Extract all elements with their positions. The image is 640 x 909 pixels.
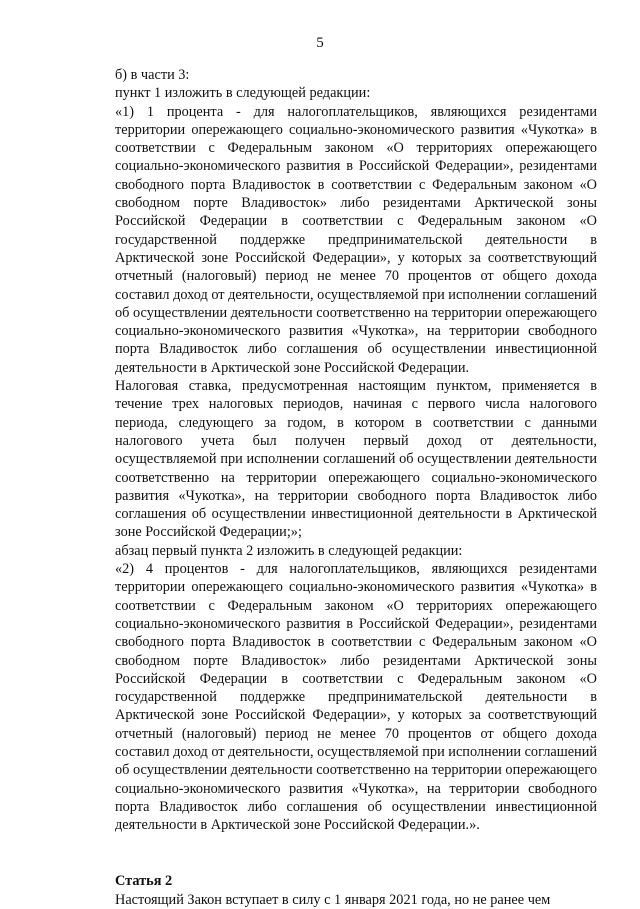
paragraph: абзац первый пункта 2 изложить в следующей редакции:: [115, 542, 463, 559]
document-body: [115, 66, 597, 909]
page-number: 5: [316, 35, 324, 51]
paragraph: «1) 1 процента - для налогоплательщиков, являющихся резидентами территории опережающего социально-экономического развития «Чукотка» в соответствии с Федеральным законом «О территориях опережающего социально-экономического развития в Российской Федерации», резидентами свободного порта Владивосток в соответствии с Федеральным законом «О свободном порте Владивосток» либо резидентами Арктической зоны Российской Федерации в соответствии с Федеральным законом «О государственной поддержке предпринимательской деятельности в Арктической зоне Российской Федерации», у которых за соответствующий отчетный (налоговый) период не менее 70 процентов от общего дохода составил доход от деятельности, осуществляемой при исполнении соглашений об осуществлении деятельности соответственно на территории опережающего социально-экономического развития «Чукотка», на территории свободного порта Владивосток либо соглашения об осуществлении инвестиционной деятельности в Арктической зоне Российской Федерации.: [115, 103, 597, 376]
amendment-line: пункт 1 изложить в следующей редакции:: [115, 85, 371, 102]
paragraph: «2) 4 процентов - для налогоплательщиков, являющихся резидентами территории опережающего социально-экономического развития «Чукотка» в соответствии с Федеральным законом «О территориях опережающего социально-экономического развития в Российской Федерации», резидентами свободного порта Владивосток в соответствии с Федеральным законом «О свободном порте Владивосток» либо резидентами Арктической зоны Российской Федерации в соответствии с Федеральным законом «О государственной поддержке предпринимательской деятельности в Арктической зоне Российской Федерации», у которых за соответствующий отчетный (налоговый) период не менее 70 процентов от общего дохода составил доход от деятельности, осуществляемой при исполнении соглашений об осуществлении деятельности соответственно на территории опережающего социально-экономического развития «Чукотка», на территории свободного порта Владивосток либо соглашения об осуществлении инвестиционной деятельности в Арктической зоне Российской Федерации.».: [115, 561, 597, 834]
article-text: Настоящий Закон вступает в силу с 1 января 2021 года, но не ранее чем: [115, 891, 551, 908]
article-heading: Статья 2: [115, 873, 173, 890]
amendment-line: б) в части 3:: [115, 67, 190, 83]
spacer: [115, 834, 597, 872]
paragraph: Налоговая ставка, предусмотренная настоящим пунктом, применяется в течение трех налоговых периодов, начиная с первого числа налогового периода, следующего за годом, в котором в соответствии с данными налогового учета был получен первый доход от деятельности, осуществляемой при исполнении соглашений об осуществлении деятельности соответственно на территории опережающего социально-экономического развития «Чукотка», на территории свободного порта Владивосток либо соглашения об осуществлении инвестиционной деятельности в Арктической зоне Российской Федерации;»;: [115, 378, 597, 541]
